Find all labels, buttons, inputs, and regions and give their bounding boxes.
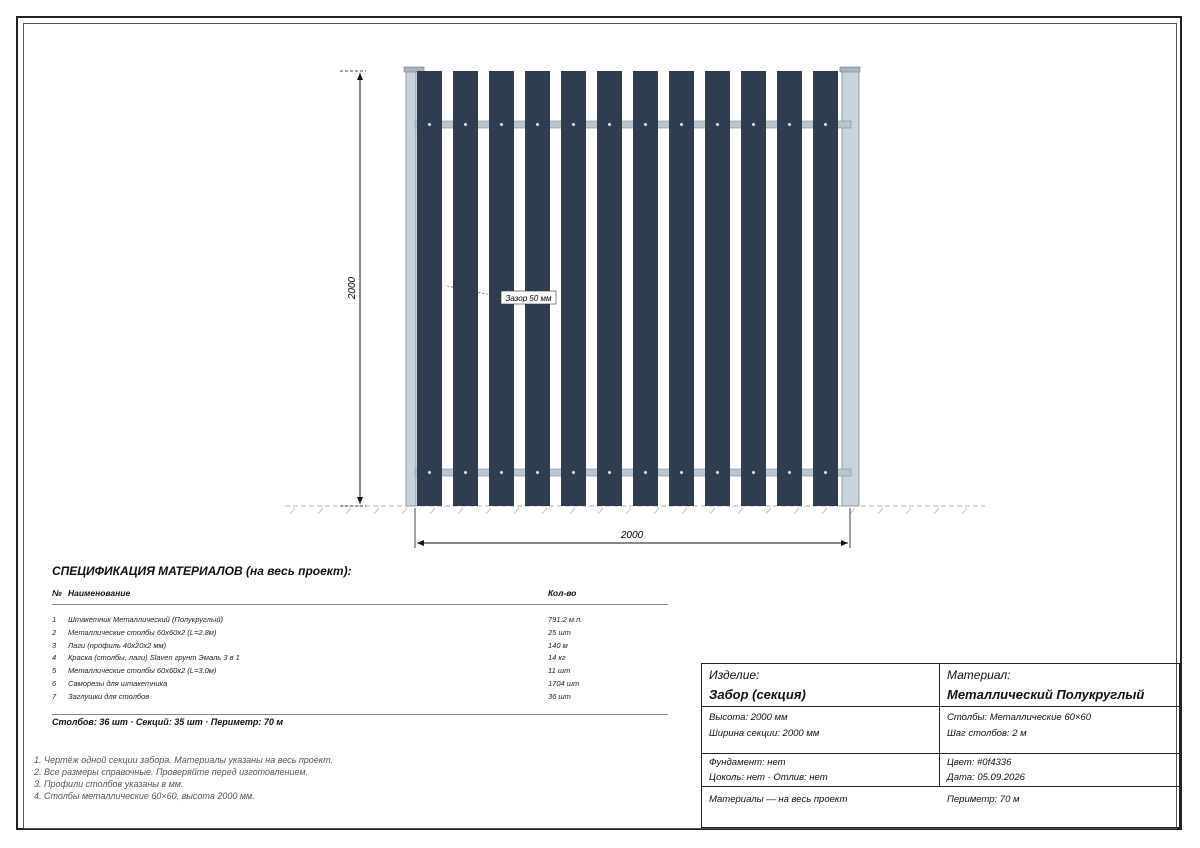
plinth-field: Цоколь: нет · Отлив: нет	[709, 772, 828, 783]
fence-picket	[561, 71, 586, 506]
ground-hatch	[374, 508, 379, 514]
picket-screw	[752, 123, 755, 126]
ground-hatch	[486, 508, 491, 514]
ground-hatch	[766, 508, 771, 514]
title-block-divider	[702, 753, 1179, 754]
fence-picket	[417, 71, 442, 506]
picket-screw	[716, 123, 719, 126]
spec-row-name: Краска (столбы, лаги) Slaven грунт Эмаль 3 в 1	[68, 653, 240, 663]
ground-hatch	[542, 508, 547, 514]
height-dimension	[340, 71, 366, 506]
width-dimension	[415, 508, 850, 548]
spec-row-name: Лаги (профиль 40x20x2 мм)	[68, 640, 167, 650]
picket-screw	[680, 123, 683, 126]
spec-table-header	[52, 586, 668, 605]
picket-screw	[572, 471, 575, 474]
ground-hatch	[430, 508, 435, 514]
fence-section	[404, 67, 860, 506]
perimeter-field: Периметр: 70 м	[947, 794, 1020, 805]
title-block-divider	[939, 664, 940, 786]
spec-row-qty: 791.2 м.п.	[548, 615, 583, 624]
spec-row-name: Металлические столбы 60x60x2 (L=3.0м)	[68, 666, 217, 676]
note-line: 3. Профили столбов указаны в мм.	[34, 779, 184, 789]
picket-screw	[428, 123, 431, 126]
title-block	[701, 663, 1180, 828]
picket-screw	[608, 123, 611, 126]
ground-hatch	[402, 508, 407, 514]
fence-picket	[525, 71, 550, 506]
ground-hatch	[682, 508, 687, 514]
spec-row-num: 6	[52, 678, 57, 688]
posts-field: Столбы: Металлические 60×60	[947, 712, 1092, 723]
spec-table	[52, 586, 668, 703]
drawing-notes	[34, 754, 333, 802]
fence-picket	[597, 71, 622, 506]
fence-post-right	[842, 71, 859, 506]
picket-screw	[536, 123, 539, 126]
picket-screw	[752, 471, 755, 474]
ground-hatch	[346, 508, 351, 514]
ground-hatch	[290, 508, 295, 514]
fence-post-left	[406, 71, 416, 506]
fence-picket	[777, 71, 802, 506]
ground-hatch	[850, 508, 855, 514]
spec-divider	[52, 714, 668, 715]
spec-row-qty: 36 шт	[548, 691, 571, 701]
spec-col-qty: Кол-во	[548, 588, 577, 598]
fence-picket	[813, 71, 838, 506]
spec-row-name: Заглушки для столбов	[68, 691, 150, 701]
post-cap-right	[840, 67, 860, 72]
spec-row-qty: 11 шт	[548, 666, 571, 676]
ground-line	[285, 506, 985, 514]
picket-screw	[788, 123, 791, 126]
fence-picket	[705, 71, 730, 506]
height-field: Высота: 2000 мм	[709, 712, 788, 723]
ground-hatch	[934, 508, 939, 514]
ground-hatch	[822, 508, 827, 514]
ground-hatch	[626, 508, 631, 514]
picket-screw	[824, 471, 827, 474]
picket-screw	[500, 471, 503, 474]
spec-row	[52, 613, 668, 626]
spec-row-num: 3	[52, 640, 57, 650]
ground-hatch	[318, 508, 323, 514]
spec-row-num: 1	[52, 615, 57, 624]
product-label: Изделие:	[709, 668, 760, 682]
materials-scope-field: Материалы — на весь проект	[709, 794, 848, 805]
ground-hatch	[654, 508, 659, 514]
note-line: 2. Все размеры справочные. Проверяйте перед изготовлением.	[34, 767, 309, 777]
fence-picket	[633, 71, 658, 506]
ground-hatch	[710, 508, 715, 514]
picket-screw	[464, 123, 467, 126]
picket-screw	[644, 123, 647, 126]
foundation-field: Фундамент: нет	[709, 757, 786, 768]
picket-screw	[428, 471, 431, 474]
picket-screw	[572, 123, 575, 126]
spec-row-qty: 14 кг	[548, 653, 566, 663]
gap-callout-label: Зазор 50 мм	[505, 294, 552, 303]
spec-summary: Столбов: 36 шт · Секций: 35 шт · Периметр: 70 м	[52, 717, 284, 727]
fence-picket	[741, 71, 766, 506]
fence-picket	[489, 71, 514, 506]
ground-hatch	[962, 508, 967, 514]
picket-screw	[716, 471, 719, 474]
height-dimension-label: 2000	[347, 276, 358, 300]
spec-row	[52, 626, 668, 639]
spec-row	[52, 639, 668, 652]
spec-row-num: 5	[52, 666, 57, 676]
date-field: Дата: 05.09.2026	[947, 772, 1025, 783]
spec-row-name: Металлические столбы 60x60x2 (L=2.8м)	[68, 627, 217, 637]
fence-picket	[669, 71, 694, 506]
ground-hatch	[458, 508, 463, 514]
title-block-divider	[702, 786, 1179, 787]
fence-picket	[453, 71, 478, 506]
picket-screw	[536, 471, 539, 474]
picket-screw	[824, 123, 827, 126]
picket-screw	[500, 123, 503, 126]
post-step-field: Шаг столбов: 2 м	[947, 728, 1027, 739]
color-field: Цвет: #0f4336	[947, 757, 1012, 768]
ground-hatch	[794, 508, 799, 514]
note-line: 1. Чертёж одной секции забора. Материалы указаны на весь проект.	[34, 755, 334, 765]
ground-hatch	[570, 508, 575, 514]
picket-screw	[788, 471, 791, 474]
spec-row-name: Штакетник Металлический (Полукруглый)	[68, 615, 224, 624]
spec-row-qty: 140 м	[548, 640, 568, 650]
note-line: 4. Столбы металлические 60×60, высота 2000 мм.	[34, 791, 255, 801]
ground-hatch	[738, 508, 743, 514]
product-value: Забор (секция)	[709, 687, 806, 702]
spec-row-qty: 1704 шт	[548, 678, 580, 688]
spec-row-num: 2	[52, 627, 57, 637]
ground-hatch	[878, 508, 883, 514]
section-width-field: Ширина секции: 2000 мм	[709, 728, 820, 739]
spec-row-name: Саморезы для штакетника	[68, 678, 168, 688]
ground-hatch	[598, 508, 603, 514]
picket-screw	[644, 471, 647, 474]
picket-screw	[608, 471, 611, 474]
spec-col-name: Наименование	[68, 588, 131, 598]
spec-col-num: №	[52, 588, 62, 598]
spec-row	[52, 677, 668, 690]
spec-row-num: 4	[52, 653, 57, 663]
spec-row	[52, 651, 668, 664]
spec-row	[52, 664, 668, 677]
spec-row	[52, 690, 668, 703]
spec-row-qty: 25 шт	[548, 627, 571, 637]
picket-screw	[680, 471, 683, 474]
spec-row-num: 7	[52, 691, 57, 701]
ground-hatch	[514, 508, 519, 514]
ground-hatch	[906, 508, 911, 514]
title-block-divider	[702, 706, 1179, 707]
material-value: Металлический Полукруглый	[947, 687, 1145, 702]
spec-title: СПЕЦИФИКАЦИЯ МАТЕРИАЛОВ (на весь проект):	[52, 564, 352, 578]
material-label: Материал:	[947, 668, 1011, 682]
width-dimension-label: 2000	[620, 530, 644, 541]
picket-screw	[464, 471, 467, 474]
